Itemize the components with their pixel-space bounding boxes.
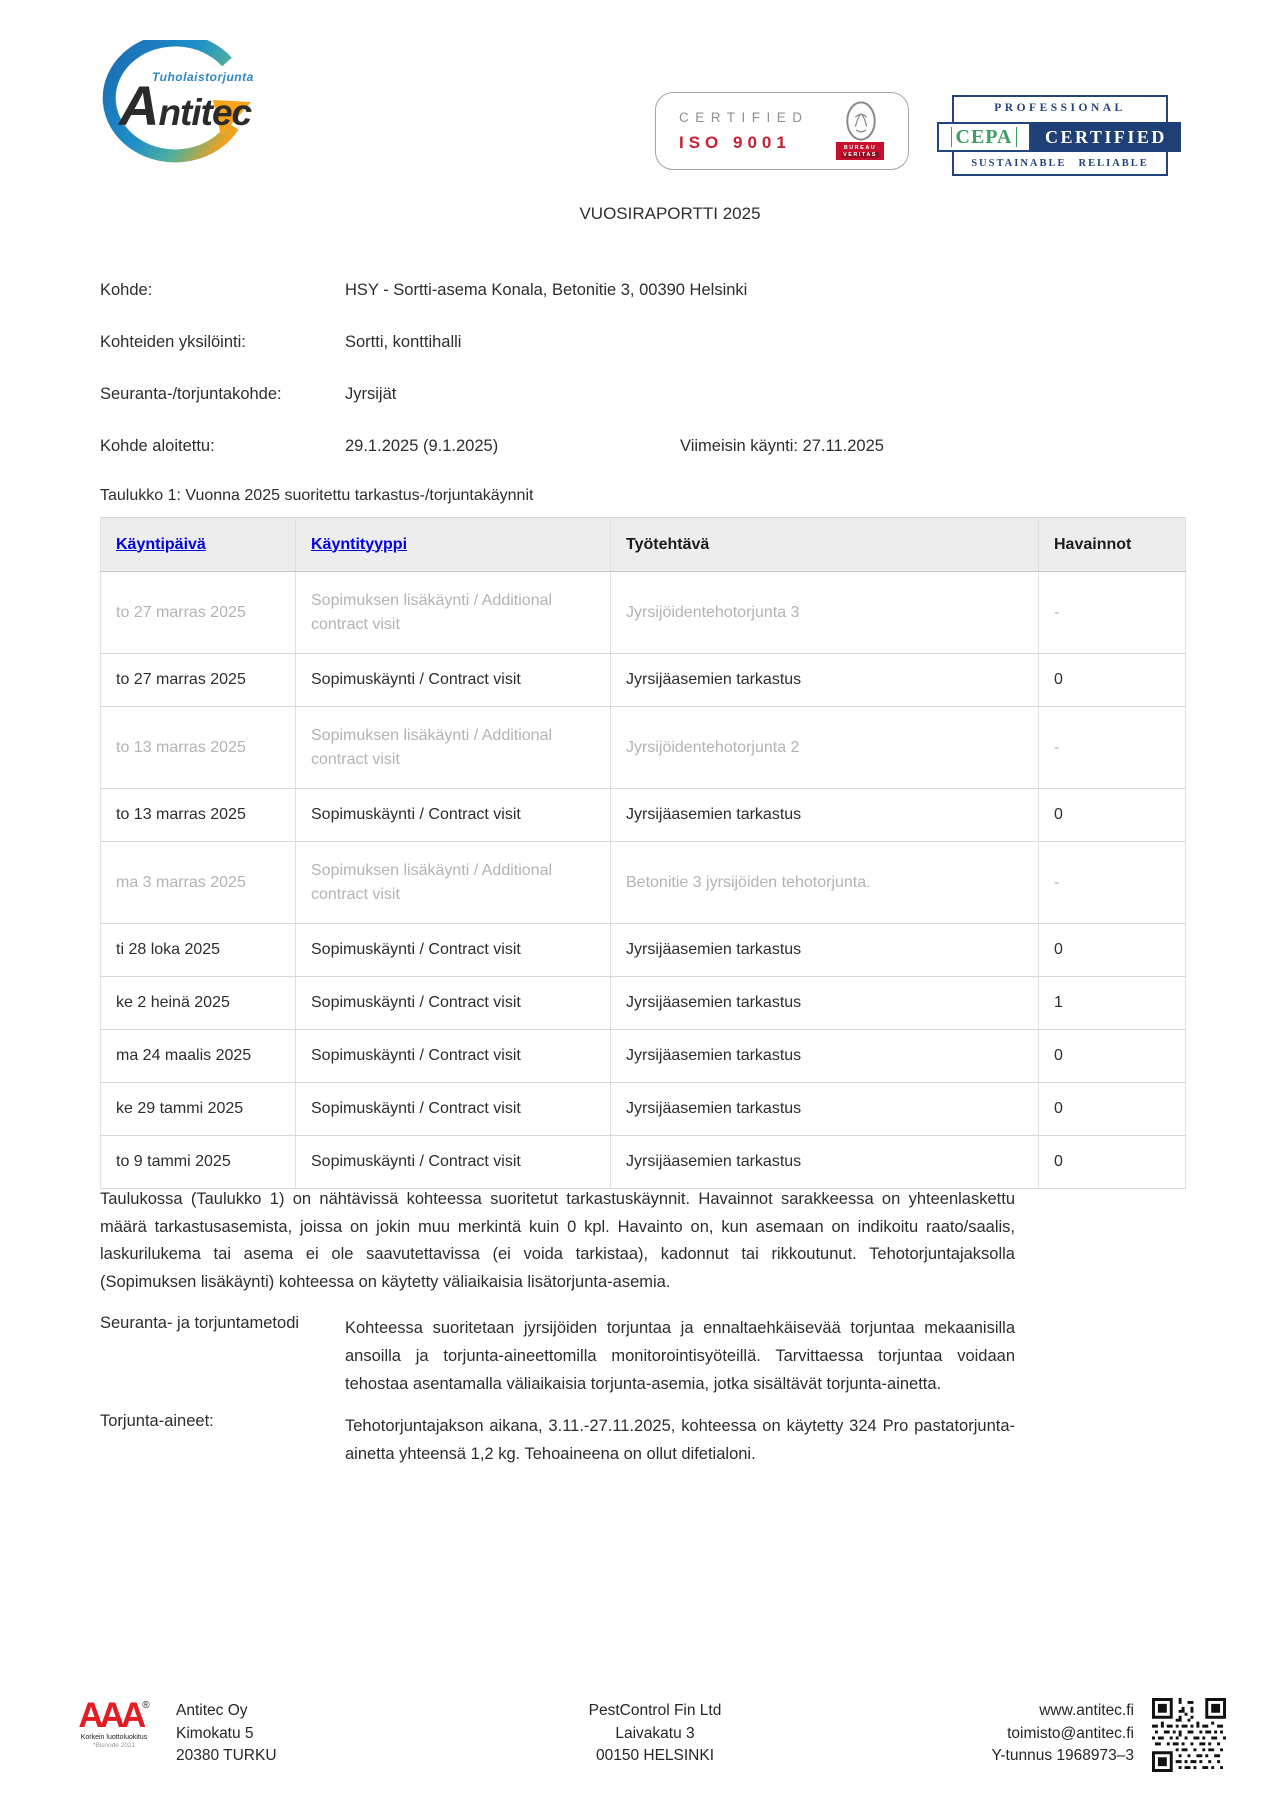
cell-task: Jyrsijäasemien tarkastus xyxy=(611,924,1039,977)
aaa-source: *Bisnode 2021 xyxy=(92,1742,136,1749)
footer-contact xyxy=(880,1700,1134,1768)
field-value: HSY - Sortti-asema Konala, Betonitie 3, 00390 Helsinki xyxy=(345,281,748,299)
cell-task: Jyrsijäasemien tarkastus xyxy=(611,977,1039,1030)
field-label: Kohde: xyxy=(100,281,153,299)
qr-code xyxy=(1152,1698,1226,1772)
section-label: Torjunta-aineet: xyxy=(100,1412,214,1430)
cell-type: Sopimuskäynti / Contract visit xyxy=(296,924,611,977)
table-row xyxy=(101,924,1186,977)
cepa-certified-badge xyxy=(952,95,1168,176)
cell-task: Betonitie 3 jyrsijöiden tehotorjunta. xyxy=(611,842,1039,924)
cell-type: Sopimuksen lisäkäynti / Additional contract visit xyxy=(296,572,611,654)
iso-standard-label: ISO 9001 xyxy=(679,133,791,152)
cell-date: ma 24 maalis 2025 xyxy=(101,1030,296,1083)
column-header-havainnot: Havainnot xyxy=(1039,518,1186,572)
footer-company-address xyxy=(176,1700,277,1768)
footer-partner-address xyxy=(500,1700,810,1768)
table-summary-paragraph: Taulukossa (Taulukko 1) on nähtävissä kohteessa suoritetut tarkastuskäynnit. Havainnot sarakkeessa on yhteenlaskettu määrä tarkastusasemista, joissa on jokin muu merkintä kuin 0 kpl. Havainto on, kun asemaan on indikoitu raato/saalis, laskurilukema tai asema ei ole saavutettavissa (ei voida tarkistaa), kadonnut tai rikkoutunut. Tehotorjuntajaksolla (Sopimuksen lisäkäynti) kohteessa on käytetty väliaikaisia lisätorjunta-asemia. xyxy=(100,1190,1015,1291)
table-header-row xyxy=(101,518,1186,572)
column-header-tyotehtava: Työtehtävä xyxy=(611,518,1039,572)
website: www.antitec.fi xyxy=(1039,1702,1134,1719)
cell-date: to 27 marras 2025 xyxy=(101,572,296,654)
partner-name: PestControl Fin Ltd xyxy=(588,1702,722,1719)
partner-street: Laivakatu 3 xyxy=(615,1724,695,1742)
cepa-acronym: CEPA xyxy=(937,122,1031,152)
cell-task: Jyrsijäasemien tarkastus xyxy=(611,654,1039,707)
bv-flag-line2: VERITAS xyxy=(843,151,877,158)
cell-observations: - xyxy=(1039,842,1186,924)
registered-mark: ® xyxy=(142,1700,150,1711)
logo-brand xyxy=(119,76,251,143)
logo-brand-rest: ntitec xyxy=(158,92,252,133)
sort-link-kayntityyppi[interactable]: Käyntityyppi xyxy=(311,535,408,553)
field-value: Jyrsijät xyxy=(345,385,397,403)
cell-observations: - xyxy=(1039,707,1186,789)
cell-type: Sopimuskäynti / Contract visit xyxy=(296,1030,611,1083)
cell-observations: 1 xyxy=(1039,977,1186,1030)
section-text: Kohteessa suoritetaan jyrsijöiden torjuntaa ja ennaltaehkäisevää torjuntaa mekaanisilla ansoilla ja torjunta-aineettomilla monitorointisyöteillä. Tarvittaessa torjuntaa voidaan tehostaa asentamalla väliaikaisia torjunta-asemia, jotka sisältävät torjunta-ainetta. xyxy=(345,1319,1015,1393)
logo-brand-initial: A xyxy=(119,74,159,137)
partner-city: 00150 HELSINKI xyxy=(595,1747,715,1764)
logo-tagline: Tuholaistorjunta xyxy=(152,70,254,84)
page-title: VUOSIRAPORTTI 2025 xyxy=(579,204,761,223)
bureau-veritas-flag xyxy=(836,142,884,160)
table-row xyxy=(101,842,1186,924)
company-street: Kimokatu 5 xyxy=(176,1724,254,1742)
cell-observations: - xyxy=(1039,572,1186,654)
cell-observations: 0 xyxy=(1039,1136,1186,1189)
cell-date: ke 2 heinä 2025 xyxy=(101,977,296,1030)
bureau-veritas-emblem-icon xyxy=(841,100,881,142)
cell-date: to 27 marras 2025 xyxy=(101,654,296,707)
cell-type: Sopimuskäynti / Contract visit xyxy=(296,977,611,1030)
company-city: 20380 TURKU xyxy=(176,1747,277,1764)
table-row xyxy=(101,1030,1186,1083)
cell-observations: 0 xyxy=(1039,654,1186,707)
bv-flag-line1: BUREAU xyxy=(843,144,877,151)
iso-9001-badge xyxy=(655,92,909,170)
sort-link-kayntipaiva[interactable]: Käyntipäivä xyxy=(116,535,206,553)
cell-type: Sopimuksen lisäkäynti / Additional contract visit xyxy=(296,707,611,789)
aaa-subtitle: Korkein luottoluokitus xyxy=(80,1734,148,1741)
table-row xyxy=(101,789,1186,842)
cell-date: to 13 marras 2025 xyxy=(101,707,296,789)
table-row xyxy=(101,707,1186,789)
section-label: Seuranta- ja torjuntametodi xyxy=(100,1314,300,1332)
cell-task: Jyrsijäasemien tarkastus xyxy=(611,1083,1039,1136)
cell-task: Jyrsijäasemien tarkastus xyxy=(611,1136,1039,1189)
cell-task: Jyrsijäasemien tarkastus xyxy=(611,789,1039,842)
field-label: Kohde aloitettu: xyxy=(100,437,215,455)
cepa-certified-label: CERTIFIED xyxy=(1031,122,1181,152)
cell-date: ke 29 tammi 2025 xyxy=(101,1083,296,1136)
cell-date: ti 28 loka 2025 xyxy=(101,924,296,977)
info-row-yksilointi xyxy=(100,333,1180,352)
cepa-top-label: PROFESSIONAL xyxy=(994,102,1126,114)
cell-task: Jyrsijäasemien tarkastus xyxy=(611,1030,1039,1083)
cell-date: to 13 marras 2025 xyxy=(101,789,296,842)
cell-task: Jyrsijöidentehotorjunta 3 xyxy=(611,572,1039,654)
table-row xyxy=(101,1083,1186,1136)
cell-observations: 0 xyxy=(1039,1030,1186,1083)
cell-type: Sopimuskäynti / Contract visit xyxy=(296,1136,611,1189)
cell-type: Sopimuksen lisäkäynti / Additional contract visit xyxy=(296,842,611,924)
info-row-kohde xyxy=(100,281,1180,300)
last-visit-value: Viimeisin käynti: 27.11.2025 xyxy=(680,437,884,455)
field-value: 29.1.2025 (9.1.2025) xyxy=(345,437,499,455)
table-row xyxy=(101,654,1186,707)
table-caption: Taulukko 1: Vuonna 2025 suoritettu tarkastus-/torjuntakäynnit xyxy=(100,487,534,504)
field-label: Kohteiden yksilöinti: xyxy=(100,333,246,351)
cepa-band xyxy=(937,122,1181,152)
field-value: Sortti, konttihalli xyxy=(345,333,462,351)
cepa-bottom-label: SUSTAINABLE RELIABLE xyxy=(971,158,1149,169)
section-text: Tehotorjuntajakson aikana, 3.11.-27.11.2025, kohteessa on käytetty 324 Pro pastatorjunta-ainetta yhteensä 1,2 kg. Tehoaineena on ollut difetialoni. xyxy=(345,1417,1015,1463)
cell-observations: 0 xyxy=(1039,789,1186,842)
cell-observations: 0 xyxy=(1039,1083,1186,1136)
info-row-aloitettu xyxy=(100,437,1180,456)
business-id: Y-tunnus 1968973–3 xyxy=(991,1747,1134,1764)
antitec-logo xyxy=(95,40,260,182)
aaa-letters: AAA xyxy=(78,1696,143,1735)
aaa-rating-logo xyxy=(64,1696,164,1749)
company-name: Antitec Oy xyxy=(176,1702,248,1719)
visits-table xyxy=(100,517,1186,1189)
cell-task: Jyrsijöidentehotorjunta 2 xyxy=(611,707,1039,789)
cell-type: Sopimuskäynti / Contract visit xyxy=(296,1083,611,1136)
table-row xyxy=(101,977,1186,1030)
table-row xyxy=(101,1136,1186,1189)
cell-type: Sopimuskäynti / Contract visit xyxy=(296,654,611,707)
cell-observations: 0 xyxy=(1039,924,1186,977)
cell-type: Sopimuskäynti / Contract visit xyxy=(296,789,611,842)
email: toimisto@antitec.fi xyxy=(1007,1724,1134,1742)
iso-certified-label: CERTIFIED xyxy=(679,110,809,125)
cell-date: to 9 tammi 2025 xyxy=(101,1136,296,1189)
field-label: Seuranta-/torjuntakohde: xyxy=(100,385,282,403)
info-row-torjuntakohde xyxy=(100,385,1180,404)
table-row xyxy=(101,572,1186,654)
cell-date: ma 3 marras 2025 xyxy=(101,842,296,924)
